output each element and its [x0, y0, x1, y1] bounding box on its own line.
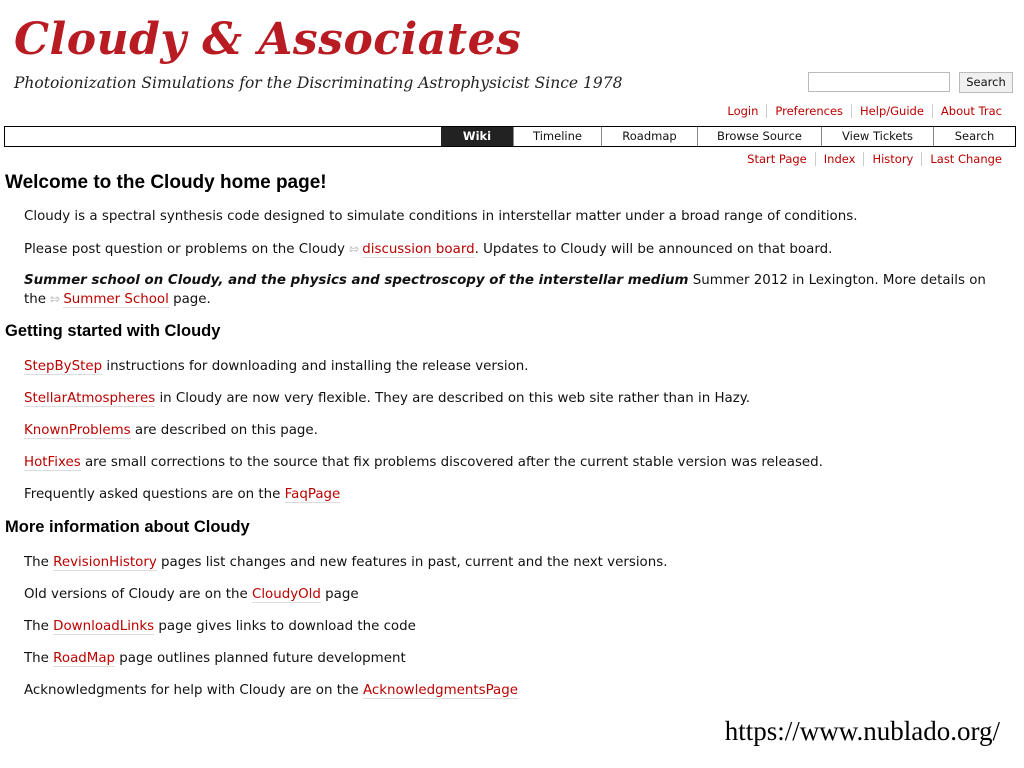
login-link[interactable]: Login [727, 104, 759, 118]
list-item: StellarAtmospheres in Cloudy are now very flexible. They are described on this web site rather than in Hazy. [24, 391, 751, 406]
tab-roadmap[interactable]: Roadmap [601, 127, 697, 146]
search-input[interactable] [808, 72, 950, 92]
stellaratmospheres-link[interactable]: StellarAtmospheres [24, 391, 156, 406]
site-logo[interactable]: Cloudy & Associates [14, 14, 522, 65]
tab-view-tickets[interactable]: View Tickets [821, 127, 933, 146]
search-button[interactable]: Search [959, 72, 1013, 93]
list-item: StepByStep instructions for downloading and installing the release version. [24, 359, 529, 374]
help-guide-link[interactable]: Help/Guide [851, 104, 932, 118]
meta-nav [719, 104, 1010, 118]
last-change-link[interactable]: Last Change [921, 152, 1010, 166]
preferences-link[interactable]: Preferences [766, 104, 851, 118]
acknowledgmentspage-link[interactable]: AcknowledgmentsPage [362, 683, 518, 698]
list-item: The RoadMap page outlines planned future development [24, 651, 406, 666]
footer-url: https://www.nublado.org/ [724, 716, 1000, 746]
list-item: KnownProblems are described on this page. [24, 423, 318, 438]
about-trac-link[interactable]: About Trac [932, 104, 1010, 118]
faqpage-link[interactable]: FaqPage [284, 487, 341, 502]
list-item: HotFixes are small corrections to the source that fix problems discovered after the current stable version was released. [24, 455, 823, 470]
discussion-paragraph: Please post question or problems on the Cloudy ⇰ discussion board. Updates to Cloudy will be announced on that board. [24, 242, 833, 257]
knownproblems-link[interactable]: KnownProblems [24, 423, 131, 438]
hotfixes-link[interactable]: HotFixes [24, 455, 81, 470]
tab-timeline[interactable]: Timeline [513, 127, 601, 146]
index-link[interactable]: Index [815, 152, 864, 166]
list-item: Old versions of Cloudy are on the CloudyOld page [24, 587, 359, 602]
site-tagline: Photoionization Simulations for the Discriminating Astrophysicist Since 1978 [14, 74, 623, 92]
page-title: Welcome to the Cloudy home page! [5, 172, 327, 193]
cloudyold-link[interactable]: CloudyOld [251, 587, 321, 602]
external-link-icon: ⇰ [50, 292, 61, 306]
list-item: Acknowledgments for help with Cloudy are on the AcknowledgmentsPage [24, 683, 518, 698]
tab-browse-source[interactable]: Browse Source [697, 127, 821, 146]
main-nav [4, 126, 1016, 147]
tab-wiki[interactable]: Wiki [441, 127, 513, 146]
discussion-board-link[interactable]: discussion board [362, 242, 475, 257]
list-item: The DownloadLinks page gives links to download the code [24, 619, 416, 634]
section-heading-getting-started: Getting started with Cloudy [5, 322, 221, 340]
section-heading-more-info: More information about Cloudy [5, 518, 250, 536]
stepbystep-link[interactable]: StepByStep [24, 359, 103, 374]
roadmap-link[interactable]: RoadMap [53, 651, 116, 666]
context-nav [739, 152, 1010, 166]
tab-search[interactable]: Search [933, 127, 1015, 146]
summer-school-link[interactable]: Summer School [63, 292, 169, 307]
history-link[interactable]: History [863, 152, 921, 166]
revisionhistory-link[interactable]: RevisionHistory [53, 555, 157, 570]
external-link-icon: ⇰ [349, 242, 360, 256]
list-item: The RevisionHistory pages list changes and new features in past, current and the next versions. [24, 555, 668, 570]
summer-school-paragraph: Summer school on Cloudy, and the physics and spectroscopy of the interstellar medium Summer 2012 in Lexington. More details on the ⇰ Summer School page. [24, 273, 986, 307]
downloadlinks-link[interactable]: DownloadLinks [53, 619, 155, 634]
list-item: Frequently asked questions are on the FaqPage [24, 487, 341, 502]
intro-paragraph: Cloudy is a spectral synthesis code designed to simulate conditions in interstellar matter under a broad range of conditions. [24, 209, 858, 224]
start-page-link[interactable]: Start Page [747, 152, 807, 166]
